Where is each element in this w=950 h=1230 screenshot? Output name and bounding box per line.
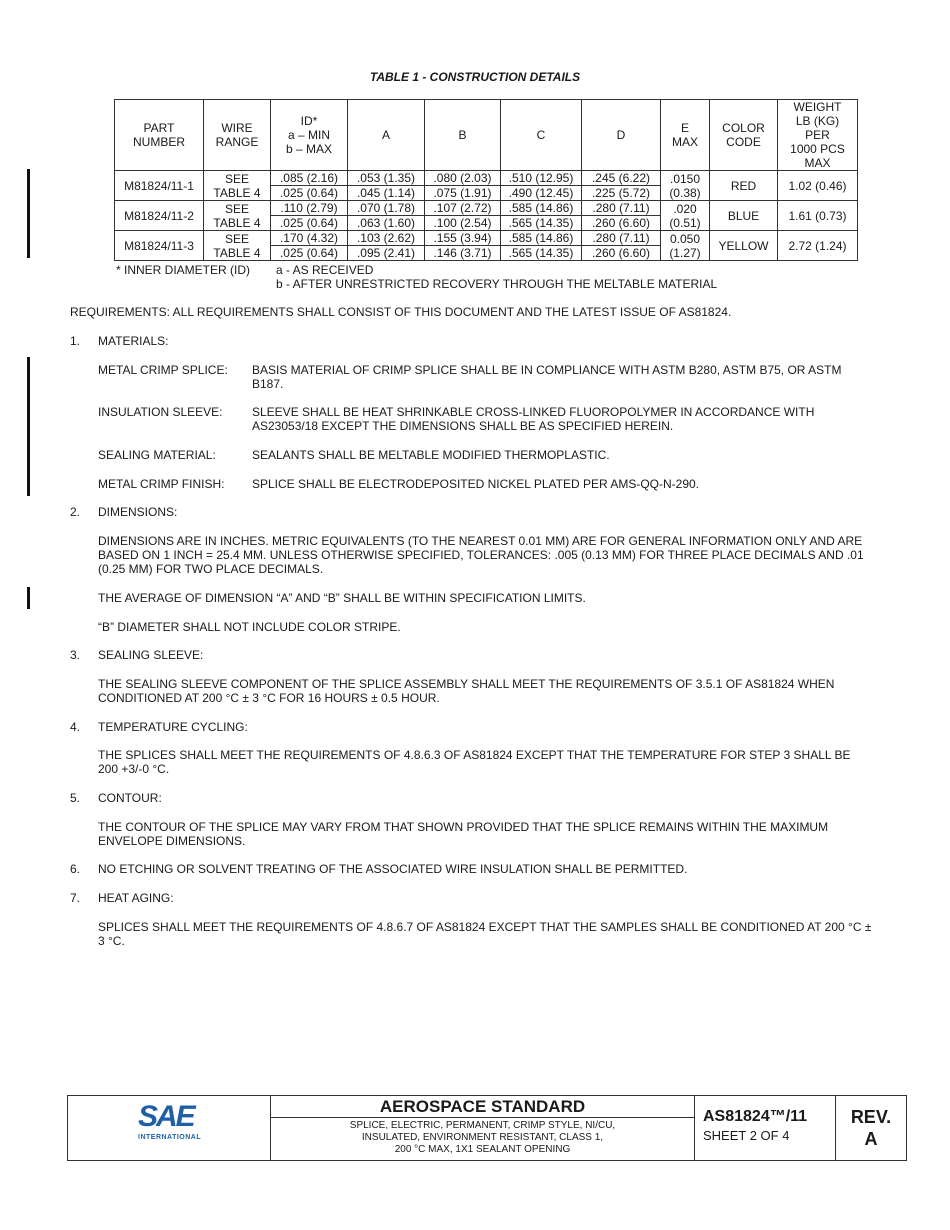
section-title: MATERIALS: xyxy=(98,334,169,348)
paragraph: THE CONTOUR OF THE SPLICE MAY VARY FROM THAT SHOWN PROVIDED THAT THE SPLICE REMAINS WITHIN THE MAXIMUM ENVELOPE DIMENSIONS. xyxy=(98,820,829,848)
table-row xyxy=(115,231,858,246)
a-max-cell: .095 (2.41) xyxy=(348,246,425,261)
item-text: SPLICE SHALL BE ELECTRODEPOSITED NICKEL PLATED PER AMS-QQ-N-290. xyxy=(252,477,700,491)
section-title: CONTOUR: xyxy=(98,791,162,805)
note-b: b - AFTER UNRESTRICTED RECOVERY THROUGH THE MELTABLE MATERIAL xyxy=(276,277,718,291)
e-max-cell: 0.050 (1.27) xyxy=(661,231,710,261)
paragraph: THE SPLICES SHALL MEET THE REQUIREMENTS OF 4.8.6.3 OF AS81824 EXCEPT THAT THE TEMPERATURE FOR STEP 3 SHALL BE 200 +3/-0 °C. xyxy=(98,748,851,776)
c-min-cell: .585 (14.86) xyxy=(501,201,582,216)
change-bar xyxy=(27,357,30,496)
header-d: D xyxy=(582,100,661,171)
section-title: SEALING SLEEVE: xyxy=(98,648,204,662)
item-text: SEALANTS SHALL BE MELTABLE MODIFIED THERMOPLASTIC. xyxy=(252,448,610,462)
section-number: 7. xyxy=(70,891,81,905)
b-min-cell: .155 (3.94) xyxy=(425,231,501,246)
a-min-cell: .070 (1.78) xyxy=(348,201,425,216)
d-min-cell: .280 (7.11) xyxy=(582,231,661,246)
table-row xyxy=(115,201,858,216)
c-max-cell: .565 (14.35) xyxy=(501,246,582,261)
c-max-cell: .565 (14.35) xyxy=(501,216,582,231)
revision-block xyxy=(836,1096,906,1160)
id-min-cell: .085 (2.16) xyxy=(271,171,348,186)
section-title: TEMPERATURE CYCLING: xyxy=(98,720,248,734)
table-caption: TABLE 1 - CONSTRUCTION DETAILS xyxy=(369,70,581,84)
e-max-cell: .020 (0.51) xyxy=(661,201,710,231)
header-color-code: COLOR CODE xyxy=(710,100,778,171)
paragraph: SPLICES SHALL MEET THE REQUIREMENTS OF 4.8.6.7 OF AS81824 EXCEPT THAT THE SAMPLES SHALL BE CONDITIONED AT 200 °C ± 3 °C. xyxy=(98,920,872,948)
weight-cell: 1.61 (0.73) xyxy=(778,201,858,231)
revision-value: A xyxy=(864,1129,878,1149)
construction-details-table xyxy=(114,99,858,261)
b-max-cell: .075 (1.91) xyxy=(425,186,501,201)
sae-logo-subtext: INTERNATIONAL xyxy=(138,1134,202,1141)
sae-logo xyxy=(68,1096,271,1160)
id-max-cell: .025 (0.64) xyxy=(271,216,348,231)
a-max-cell: .063 (1.60) xyxy=(348,216,425,231)
id-min-cell: .110 (2.79) xyxy=(271,201,348,216)
b-max-cell: .100 (2.54) xyxy=(425,216,501,231)
d-min-cell: .280 (7.11) xyxy=(582,201,661,216)
wire-range-cell: SEE TABLE 4 xyxy=(204,231,271,261)
paragraph: THE SEALING SLEEVE COMPONENT OF THE SPLICE ASSEMBLY SHALL MEET THE REQUIREMENTS OF 3.5.1 OF AS81824 WHEN CONDITIONED AT 200 °C ± 3 °C FOR 16 HOURS ± 0.5 HOUR. xyxy=(98,677,835,705)
item-text: BASIS MATERIAL OF CRIMP SPLICE SHALL BE IN COMPLIANCE WITH ASTM B280, ASTM B75, OR ASTM B187. xyxy=(252,363,842,391)
id-max-cell: .025 (0.64) xyxy=(271,246,348,261)
color-code-cell: BLUE xyxy=(710,201,778,231)
title-block xyxy=(67,1095,907,1161)
header-part-number: PART NUMBER xyxy=(115,100,204,171)
item-label: INSULATION SLEEVE: xyxy=(98,405,223,419)
item-text: SLEEVE SHALL BE HEAT SHRINKABLE CROSS-LINKED FLUOROPOLYMER IN ACCORDANCE WITH AS23053/18 EXCEPT THE DIMENSIONS SHALL BE AS SPECIFIED HEREIN. xyxy=(252,405,815,433)
header-wire-range: WIRE RANGE xyxy=(204,100,271,171)
header-e: E MAX xyxy=(661,100,710,171)
table-row xyxy=(115,171,858,186)
title-block-center xyxy=(271,1096,695,1160)
section-number: 1. xyxy=(70,334,81,348)
d-max-cell: .260 (6.60) xyxy=(582,216,661,231)
section-number: 5. xyxy=(70,791,81,805)
sheet-number: SHEET 2 OF 4 xyxy=(703,1128,790,1143)
section-number: 2. xyxy=(70,505,81,519)
a-min-cell: .053 (1.35) xyxy=(348,171,425,186)
document-number-block xyxy=(695,1096,836,1160)
header-a: A xyxy=(348,100,425,171)
header-b: B xyxy=(425,100,501,171)
section-title: NO ETCHING OR SOLVENT TREATING OF THE ASSOCIATED WIRE INSULATION SHALL BE PERMITTED. xyxy=(98,862,688,876)
part-number-cell: M81824/11-3 xyxy=(115,231,204,261)
header-c: C xyxy=(501,100,582,171)
revision-label: REV. xyxy=(850,1107,892,1127)
d-min-cell: .245 (6.22) xyxy=(582,171,661,186)
b-min-cell: .107 (2.72) xyxy=(425,201,501,216)
requirements-statement: REQUIREMENTS: ALL REQUIREMENTS SHALL CONSIST OF THIS DOCUMENT AND THE LATEST ISSUE OF AS81824. xyxy=(70,305,732,319)
id-max-cell: .025 (0.64) xyxy=(271,186,348,201)
a-max-cell: .045 (1.14) xyxy=(348,186,425,201)
document-number: AS81824™/11 xyxy=(703,1108,808,1125)
d-max-cell: .260 (6.60) xyxy=(582,246,661,261)
weight-cell: 2.72 (1.24) xyxy=(778,231,858,261)
id-min-cell: .170 (4.32) xyxy=(271,231,348,246)
standard-title: AEROSPACE STANDARD xyxy=(271,1096,694,1118)
item-label: METAL CRIMP FINISH: xyxy=(98,477,225,491)
b-max-cell: .146 (3.71) xyxy=(425,246,501,261)
header-weight: WEIGHT LB (KG) PER 1000 PCS MAX xyxy=(778,100,858,171)
a-min-cell: .103 (2.62) xyxy=(348,231,425,246)
part-number-cell: M81824/11-1 xyxy=(115,171,204,201)
paragraph: “B” DIAMETER SHALL NOT INCLUDE COLOR STRIPE. xyxy=(98,620,401,634)
item-label: METAL CRIMP SPLICE: xyxy=(98,363,228,377)
note-inner-diameter: * INNER DIAMETER (ID) xyxy=(116,263,251,277)
e-max-cell: .0150 (0.38) xyxy=(661,171,710,201)
sae-logo-text: SAE xyxy=(138,1100,194,1133)
section-number: 4. xyxy=(70,720,81,734)
header-row xyxy=(115,100,858,171)
part-number-cell: M81824/11-2 xyxy=(115,201,204,231)
c-min-cell: .510 (12.95) xyxy=(501,171,582,186)
section-number: 6. xyxy=(70,862,81,876)
paragraph: THE AVERAGE OF DIMENSION “A” AND “B” SHALL BE WITHIN SPECIFICATION LIMITS. xyxy=(98,591,586,605)
change-bar xyxy=(27,587,30,609)
color-code-cell: YELLOW xyxy=(710,231,778,261)
change-bar xyxy=(27,169,30,258)
section-title: HEAT AGING: xyxy=(98,891,174,905)
c-max-cell: .490 (12.45) xyxy=(501,186,582,201)
document-subtitle: SPLICE, ELECTRIC, PERMANENT, CRIMP STYLE, NI/CU, INSULATED, ENVIRONMENT RESISTANT, CLASS 1, 200 °C MAX, 1X1 SEALANT OPENING xyxy=(349,1120,616,1155)
wire-range-cell: SEE TABLE 4 xyxy=(204,201,271,231)
section-number: 3. xyxy=(70,648,81,662)
c-min-cell: .585 (14.86) xyxy=(501,231,582,246)
d-max-cell: .225 (5.72) xyxy=(582,186,661,201)
header-id: ID* a – MIN b – MAX xyxy=(271,100,348,171)
note-a: a - AS RECEIVED xyxy=(276,263,374,277)
color-code-cell: RED xyxy=(710,171,778,201)
item-label: SEALING MATERIAL: xyxy=(98,448,216,462)
section-title: DIMENSIONS: xyxy=(98,505,178,519)
b-min-cell: .080 (2.03) xyxy=(425,171,501,186)
wire-range-cell: SEE TABLE 4 xyxy=(204,171,271,201)
paragraph: DIMENSIONS ARE IN INCHES. METRIC EQUIVALENTS (TO THE NEAREST 0.01 MM) ARE FOR GENERAL INFORMATION ONLY AND ARE BASED ON 1 INCH = 25.4 MM. UNLESS OTHERWISE SPECIFIED, TOLERANCES: .005 (0.13 MM) FOR THREE PLACE DECIMALS AND .01 (0.25 MM) FOR TWO PLACE DECIMALS. xyxy=(98,534,864,576)
weight-cell: 1.02 (0.46) xyxy=(778,171,858,201)
